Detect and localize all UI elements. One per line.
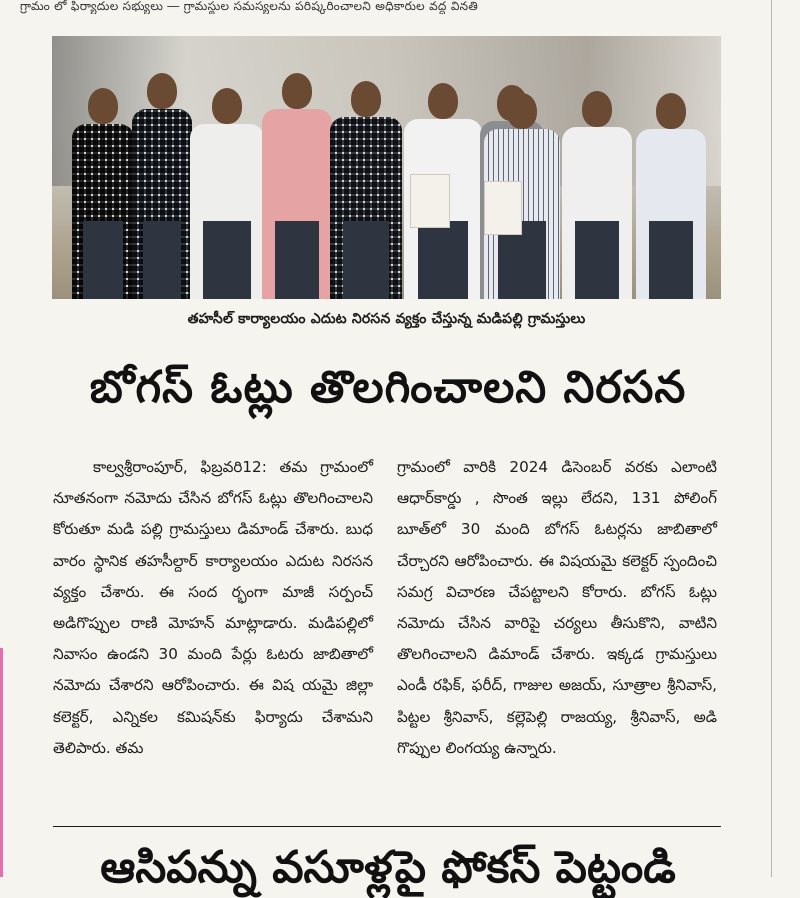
villager-head [656,93,686,129]
villager-trousers [575,221,620,299]
villager-figure [190,124,264,299]
news-photo [52,36,721,299]
villager-figure [132,109,192,299]
previous-article-fragment: గ్రామం లో ఫిర్యాదుల సభ్యులు ― గ్రామస్థుల సమస్యలను పరిష్కరించాలని అధికారుల వద్ద వినతి [20,0,479,13]
villager-head [507,93,537,129]
villager-figure [262,109,332,299]
article-body-left: కాల్వశ్రీరాంపూర్, ఫిబ్రవరి12: తమ గ్రామంలో నూతనంగా నమోదు చేసిన బోగస్ ఓట్లు తొలగించాలని కోరుతూ మడి పల్లి గ్రామస్తులు డిమాండ్ చేశారు. బుధ వారం స్థానిక తహసీల్దార్ కార్యాలయం ఎదుట నిరసన వ్యక్తం చేశారు. ఈ సంద ర్భంగా మాజీ సర్పంచ్ అడిగొప్పుల రాణి మోహన్ మాట్లాడారు. మడిపల్లిలో నివాసం ఉండని 30 మంది పేర్లు ఓటరు జాబితాలో నమోదు చేశారని ఆరోపించారు. ఈ విష యమై జిల్లా కలెక్టర్, ఎన్నికల కమిషన్‌కు ఫిర్యాదు చేశామని తెలిపారు. తమ [53,458,373,757]
villager-trousers [418,221,468,299]
villager-trousers [83,221,123,299]
article-body-right: గ్రామంలో వారికి 2024 డిసెంబర్ వరకు ఎలాంటి ఆధార్‌కార్డు , సొంత ఇల్లు లేదని, 131 పోలింగ్ బూత్‌లో 30 మంది బోగస్ ఓటర్లను జాబితాలో చేర్చారని ఆరోపించారు. ఈ విషయమై కలెక్టర్ స్పందించి సమగ్ర విచారణ చేపట్టాలని కోరారు. బోగస్ ఓట్లు నమోదు చేసిన వారిపై చర్యలు తీసుకొని, వాటిని తొలగించాలని డిమాండ్ చేశారు. ఇక్కడ గ్రామస్తులు ఎండీ రఫిక్, ఫరీద్, గాజుల అజయ్, సూత్రాల శ్రీనివాస్, పిట్టల శ్రీనివాస్, కల్లెపెల్లి రాజయ్య, శ్రీనివాస్, అడి గొప్పుల లింగయ్య ఉన్నారు. [397,458,717,757]
article-column-left [53,452,373,812]
article-divider [53,826,721,827]
villager-trousers [275,221,320,299]
villager-head [351,81,381,117]
adjacent-column-border [0,648,8,877]
article-headline: బోగస్ ఓట్లు తొలగించాలని నిరసన [89,362,687,413]
villager-head [428,83,458,119]
villager-head [212,88,242,124]
petition-paper [484,181,522,235]
villager-figure [72,124,134,299]
villager-figure [330,117,402,299]
villager-trousers [649,221,694,299]
article-column-right [397,452,717,812]
villager-head [147,73,177,109]
villager-figure [636,129,706,299]
villager-head [582,91,612,127]
villager-trousers [203,221,250,299]
villager-figure [562,127,632,299]
villager-head [88,88,118,124]
villager-head [282,73,312,109]
next-article-headline: ఆసిపన్ను వసూళ్లపై ఫోకస్ పెట్టండి [100,842,676,893]
photo-caption: తహసీల్ కార్యాలయం ఎదుట నిరసన వ్యక్తం చేస్తున్న మడిపల్లి గ్రామస్తులు [187,311,586,327]
villager-trousers [343,221,389,299]
petition-paper [410,174,450,228]
villager-trousers [143,221,181,299]
column-separator-rule [771,0,772,877]
